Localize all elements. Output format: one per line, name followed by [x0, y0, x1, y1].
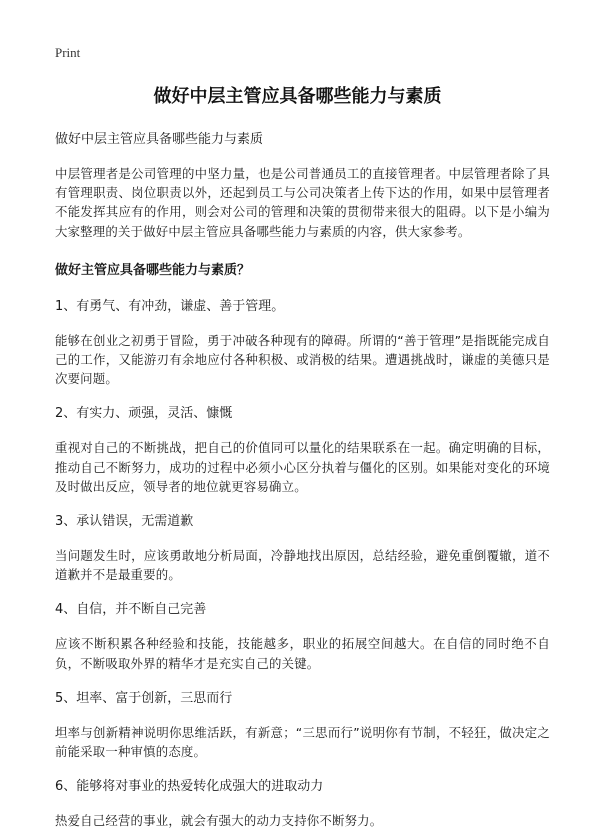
point-body-6: 热爱自己经营的事业，就会有强大的动力支持你不断努力。 — [55, 813, 383, 829]
point-body-3: 当问题发生时，应该勇敢地分析局面，冷静地找出原因，总结经验，避免重倒覆辙，道不道歉并不是最重要的。 — [55, 548, 550, 583]
point-heading-4: 4、自信，并不断自己完善 — [55, 602, 207, 618]
point-body-1: 能够在创业之初勇于冒险，勇于冲破各种现有的障碍。所谓的“善于管理”是指既能完成自己的工作，又能游刃有余地应付各种积极、或消极的结果。遭遇挑战时，谦虚的美德只是次要问题。 — [55, 332, 550, 387]
point-body-5: 坦率与创新精神说明你思维活跃，有新意；“三思而行”说明你有节制，不轻狂，做决定之前能采取一种审慎的态度。 — [55, 724, 550, 760]
article-subtitle: 做好中层主管应具备哪些能力与素质 — [55, 132, 264, 147]
point-heading-3: 3、承认错误，无需道歉 — [55, 514, 194, 530]
point-heading-2: 2、有实力、顽强，灵活、慷慨 — [55, 406, 233, 422]
print-link[interactable]: Print — [55, 45, 81, 60]
point-heading-6: 6、能够将对事业的热爱转化成强大的进取动力 — [55, 779, 324, 795]
point-heading-1: 1、有勇气、有冲劲，谦虚、善于管理。 — [55, 298, 285, 314]
point-heading-5: 5、坦率、富于创新，三思而行 — [55, 690, 233, 706]
intro-paragraph: 中层管理者是公司管理的中坚力量，也是公司普通员工的直接管理者。中层管理者除了具有管理职责、岗位职责以外，还起到员工与公司决策者上传下达的作用，如果中层管理者不能发挥其应有的作用，则会对公司的管理和决策的贯彻带来很大的阻碍。以下是小编为大家整理的关于做好中层主管应具备哪些能力与素质的内容，供大家参考。 — [55, 166, 550, 239]
page-title: 做好中层主管应具备哪些能力与素质 — [153, 86, 442, 107]
point-body-4: 应该不断积累各种经验和技能，技能越多，职业的拓展空间越大。在自信的同时绝不自负，不断吸取外界的精华才是充实自己的关键。 — [55, 636, 550, 671]
point-body-2: 重视对自己的不断挑战，把自己的价值同可以量化的结果联系在一起。确定明确的目标，推动自己不断努力，成功的过程中必须小心区分执着与僵化的区别。如果能对变化的环境及时做出反应，领导者的地位就更容易确立。 — [55, 440, 550, 494]
section-heading: 做好主管应具备哪些能力与素质？ — [55, 262, 251, 278]
